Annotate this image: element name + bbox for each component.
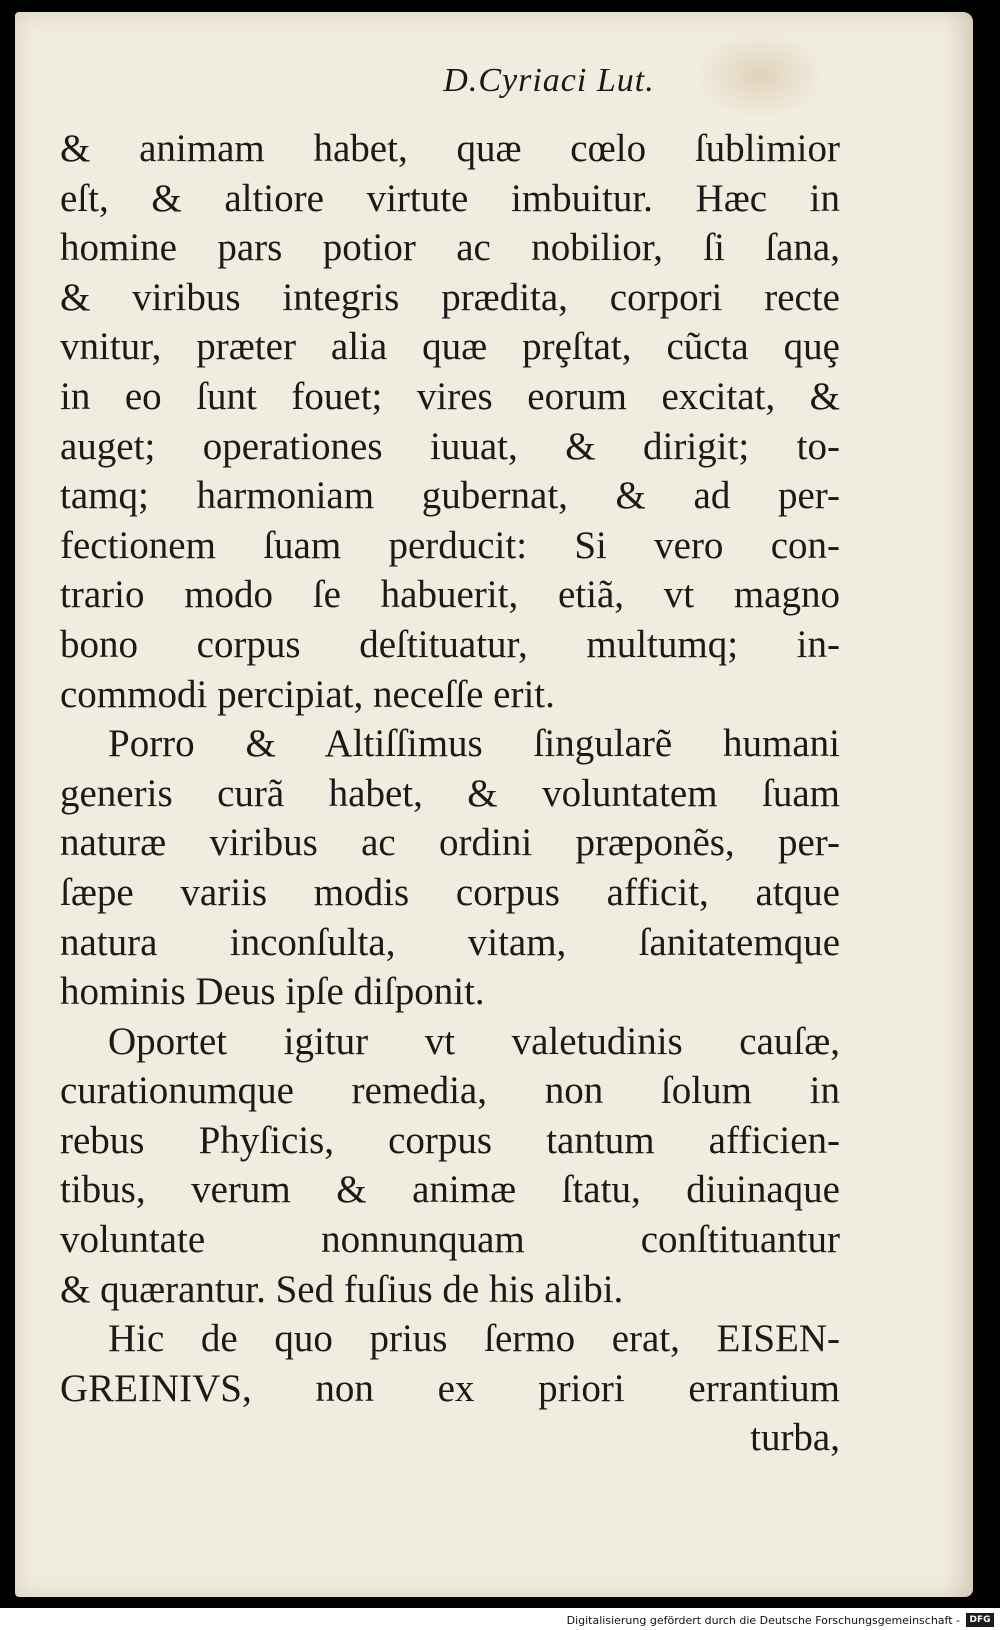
paragraph-first-line: Oportet igitur vt valetudinis cauſæ, <box>108 1019 840 1063</box>
text-line: hominis Deus ipſe diſponit. <box>60 970 485 1014</box>
text-line: rebus Phyſicis, corpus tantum afficien- <box>60 1118 840 1162</box>
paragraph-first-line: Hic de quo prius ſermo erat, EISEN- <box>108 1317 840 1361</box>
text-line: curationumque remedia, non ſolum in <box>60 1069 840 1113</box>
body-text <box>60 124 840 1463</box>
text-line: homine pars potior ac nobilior, ſi ſana, <box>60 226 840 270</box>
page-edge-shadow <box>943 12 973 1597</box>
text-line: voluntate nonnunquam conſtituantur <box>60 1218 840 1262</box>
running-head: D.Cyriaci Lut. <box>443 62 655 99</box>
book-page <box>15 12 973 1597</box>
text-line: commodi percipiat, neceſſe erit. <box>60 672 555 716</box>
text-line: tibus, verum & animæ ſtatu, diuinaque <box>60 1168 840 1212</box>
text-line: & quærantur. Sed fuſius de his alibi. <box>60 1267 624 1311</box>
text-line: & animam habet, quæ cœlo ſublimior <box>60 127 840 170</box>
footer-credit: Digitalisierung gefördert durch die Deutsche Forschungsgemeinschaft - <box>566 1614 960 1627</box>
text-line: auget; operationes iuuat, & dirigit; to- <box>60 424 840 468</box>
footer-bar <box>0 1608 1000 1630</box>
text-line: naturæ viribus ac ordini præponẽs, per- <box>60 821 840 865</box>
text-line: fectionem ſuam perducit: Si vero con- <box>60 523 840 567</box>
dfg-logo-text: DFG <box>969 1615 991 1625</box>
text-line: GREINIVS, non ex priori errantium <box>60 1366 840 1410</box>
text-line: & viribus integris prædita, corpori recte <box>60 275 840 319</box>
text-line: tamq; harmoniam gubernat, & ad per- <box>60 474 840 518</box>
paragraph-first-line: Porro & Altiſſimus ſingularẽ humani <box>108 722 840 766</box>
text-line: trario modo ſe habuerit, etiã, vt magno <box>60 573 840 617</box>
text-line: bono corpus deſtituatur, multumq; in- <box>60 622 840 666</box>
catchword: turba, <box>750 1416 840 1460</box>
text-line: generis curã habet, & voluntatem ſuam <box>60 771 840 815</box>
text-line: ſæpe variis modis corpus afficit, atque <box>60 870 840 914</box>
text-line: in eo ſunt fouet; vires eorum excitat, & <box>60 374 840 418</box>
text-line: vnitur, præter alia quæ prȩſtat, cũcta quȩ <box>60 325 840 369</box>
dfg-logo <box>966 1613 994 1627</box>
text-line: eſt, & altiore virtute imbuitur. Hæc in <box>60 176 840 220</box>
text-line: natura inconſulta, vitam, ſanitatemque <box>60 920 840 964</box>
